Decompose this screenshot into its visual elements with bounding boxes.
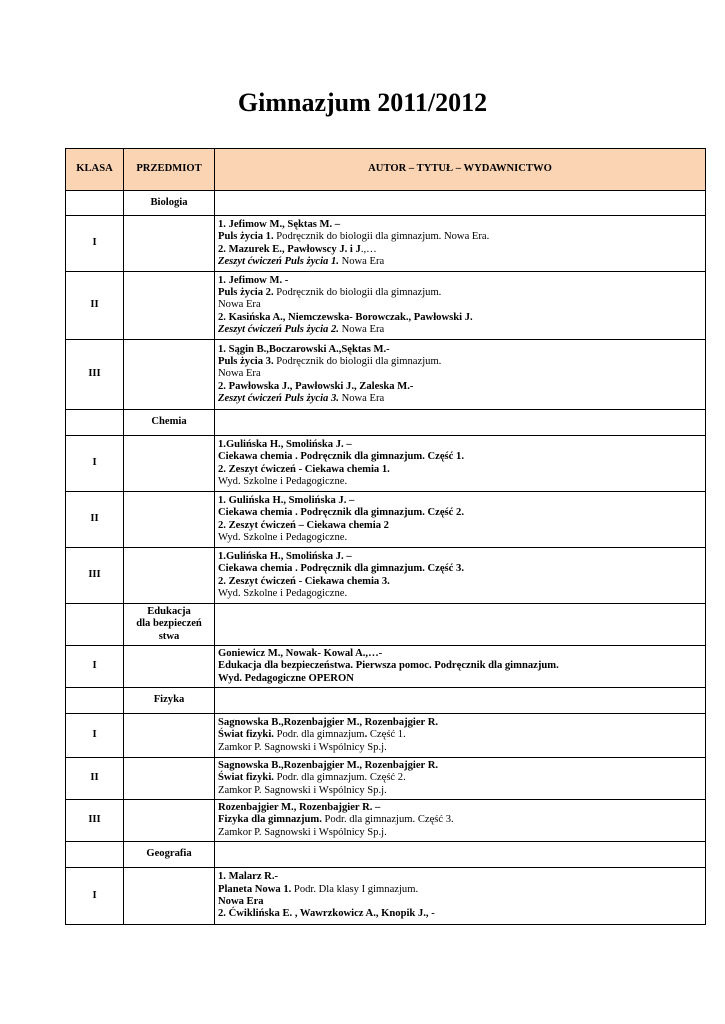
klasa-cell	[66, 758, 124, 800]
table-body	[66, 191, 706, 925]
detail-line	[218, 439, 702, 451]
detail-text: Podr. dla gimnazjum	[273, 729, 365, 741]
table-row	[66, 436, 706, 492]
detail-text: Wyd. Szkolne i Pedagogiczne.	[218, 531, 348, 543]
subject-name-line: dla bezpieczeń	[136, 618, 202, 630]
detail-text: Fizyka dla gimnazjum.	[218, 814, 322, 826]
detail-text: Podr. dla gimnazjum. Część 3.	[321, 814, 454, 826]
details-cell	[215, 868, 706, 925]
textbook-table	[65, 148, 706, 925]
details-cell	[215, 340, 706, 410]
klasa-cell	[66, 800, 124, 842]
klasa-label: I	[92, 457, 97, 469]
detail-line	[218, 648, 702, 660]
detail-text: Ciekawa chemia . Podręcznik dla gimnazjum. Część 3.	[218, 563, 464, 575]
detail-text: Podręcznik do biologii dla gimnazjum.	[273, 356, 442, 368]
detail-text: Sagnowska B.,Rozenbajgier M., Rozenbajgier R.	[218, 717, 439, 729]
detail-line	[218, 827, 702, 839]
detail-text: 1. Malarz R.-	[218, 871, 279, 883]
klasa-cell	[66, 842, 124, 868]
detail-line	[218, 244, 702, 256]
detail-text: Zeszyt ćwiczeń Puls życia 1.	[218, 255, 339, 267]
details-cell	[215, 604, 706, 646]
klasa-label: III	[88, 814, 101, 826]
subject-cell	[124, 758, 215, 800]
subject-cell	[124, 340, 215, 410]
klasa-label: I	[92, 889, 97, 901]
detail-text: Nowa Era	[338, 392, 385, 404]
header-przedmiot: PRZEDMIOT	[124, 149, 215, 191]
detail-line	[218, 896, 702, 908]
detail-text: Nowa Era	[338, 255, 385, 267]
page-title: Gimnazjum 2011/2012	[237, 88, 488, 117]
klasa-cell	[66, 688, 124, 714]
detail-text: .	[364, 729, 368, 741]
subject-cell	[124, 548, 215, 604]
details-cell	[215, 758, 706, 800]
detail-line	[218, 344, 702, 356]
klasa-cell	[66, 492, 124, 548]
detail-line	[218, 551, 702, 563]
detail-line	[218, 802, 702, 814]
detail-line	[218, 275, 702, 287]
klasa-cell	[66, 604, 124, 646]
detail-line	[218, 507, 702, 519]
detail-line	[218, 717, 702, 729]
subject-row	[66, 410, 706, 436]
detail-text: Wyd. Szkolne i Pedagogiczne.	[218, 587, 348, 599]
detail-text: .,…	[360, 243, 377, 255]
table-row	[66, 340, 706, 410]
detail-text: Nowa Era	[338, 323, 385, 335]
detail-text: Ciekawa chemia . Podręcznik dla gimnazjum. Część 2.	[218, 507, 464, 519]
detail-line	[218, 312, 702, 324]
detail-text: 1. Jefimow M. -	[218, 274, 289, 286]
detail-text: Puls życia 2.	[218, 287, 274, 299]
subject-row	[66, 688, 706, 714]
subject-cell	[124, 216, 215, 272]
detail-text: 1.Gulińska H., Smolińska J. –	[218, 550, 352, 562]
detail-line	[218, 673, 702, 685]
details-cell	[215, 436, 706, 492]
detail-line	[218, 464, 702, 476]
detail-line	[218, 476, 702, 488]
details-cell	[215, 272, 706, 340]
subject-cell	[124, 492, 215, 548]
detail-line	[218, 814, 702, 826]
klasa-cell	[66, 272, 124, 340]
klasa-label: I	[92, 729, 97, 741]
detail-line	[218, 393, 702, 405]
table-row	[66, 646, 706, 688]
detail-line	[218, 381, 702, 393]
table-header-row	[66, 149, 706, 191]
detail-text: Podręcznik do biologii dla gimnazjum.	[273, 287, 442, 299]
klasa-label: III	[88, 569, 101, 581]
detail-text: Wyd. Pedagogiczne OPERON	[218, 672, 354, 684]
detail-line	[218, 287, 702, 299]
klasa-cell	[66, 216, 124, 272]
subject-cell	[124, 410, 215, 436]
details-cell	[215, 688, 706, 714]
detail-text: 2. Ćwiklińska E. , Wawrzkowicz A., Knopik J., -	[218, 908, 435, 920]
subject-cell	[124, 714, 215, 758]
detail-text: Sagnowska B.,Rozenbajgier M., Rozenbajgier R.	[218, 760, 439, 772]
table-row	[66, 714, 706, 758]
detail-text: Rozenbajgier M., Rozenbajgier R. –	[218, 802, 381, 814]
detail-line	[218, 356, 702, 368]
details-cell	[215, 216, 706, 272]
detail-text: 1. Jefimow M., Sęktas M. –	[218, 218, 341, 230]
subject-cell	[124, 868, 215, 925]
subject-name-line: stwa	[158, 630, 180, 642]
detail-text: Planeta Nowa 1.	[218, 883, 292, 895]
subject-cell	[124, 688, 215, 714]
detail-text: 2. Kasińska A., Niemczewska- Borowczak., Pawłowski J.	[218, 311, 473, 323]
detail-line	[218, 495, 702, 507]
klasa-label: II	[90, 772, 99, 784]
detail-line	[218, 563, 702, 575]
detail-text: Podr. dla gimnazjum. Część 2.	[273, 772, 406, 784]
subject-cell	[124, 842, 215, 868]
detail-text: 2. Pawłowska J., Pawłowski J., Zaleska M.-	[218, 380, 414, 392]
detail-line	[218, 324, 702, 336]
detail-text: 2. Zeszyt ćwiczeń - Ciekawa chemia 1.	[218, 463, 390, 475]
table-row	[66, 272, 706, 340]
detail-text: Zamkor P. Sagnowski i Wspólnicy Sp.j.	[218, 741, 387, 753]
header-autor-tytul-wydawnictwo: AUTOR – TYTUŁ – WYDAWNICTWO	[215, 149, 706, 191]
detail-line	[218, 660, 702, 672]
subject-cell	[124, 272, 215, 340]
subject-name: Geografia	[146, 848, 192, 860]
subject-cell	[124, 646, 215, 688]
detail-text: Podr. Dla klasy I gimnazjum.	[291, 883, 419, 895]
detail-line	[218, 576, 702, 588]
detail-line	[218, 772, 702, 784]
subject-row	[66, 604, 706, 646]
detail-line	[218, 785, 702, 797]
details-cell	[215, 548, 706, 604]
detail-text: Zamkor P. Sagnowski i Wspólnicy Sp.j.	[218, 826, 387, 838]
detail-line	[218, 729, 702, 741]
detail-line	[218, 532, 702, 544]
klasa-cell	[66, 714, 124, 758]
detail-line	[218, 760, 702, 772]
subject-row	[66, 191, 706, 216]
detail-line	[218, 256, 702, 268]
detail-line	[218, 871, 702, 883]
detail-text: Ciekawa chemia . Podręcznik dla gimnazjum. Część 1.	[218, 451, 464, 463]
klasa-cell	[66, 548, 124, 604]
subject-cell	[124, 191, 215, 216]
details-cell	[215, 410, 706, 436]
detail-text: Świat fizyki.	[218, 772, 274, 784]
detail-line	[218, 520, 702, 532]
detail-line	[218, 219, 702, 231]
klasa-label: I	[92, 237, 97, 249]
detail-line	[218, 742, 702, 754]
klasa-label: I	[92, 660, 97, 672]
header-klasa: KLASA	[66, 149, 124, 191]
klasa-label: III	[88, 368, 101, 380]
detail-line	[218, 908, 702, 920]
subject-name: Chemia	[151, 416, 187, 428]
details-cell	[215, 191, 706, 216]
table-row	[66, 548, 706, 604]
detail-text: Goniewicz M., Nowak- Kowal A.,…-	[218, 648, 383, 660]
details-cell	[215, 800, 706, 842]
klasa-cell	[66, 410, 124, 436]
detail-line	[218, 588, 702, 600]
subject-cell	[124, 604, 215, 646]
detail-text: Część 1.	[367, 729, 406, 741]
klasa-cell	[66, 868, 124, 925]
detail-text: 2. Zeszyt ćwiczeń – Ciekawa chemia 2	[218, 519, 389, 531]
table-row	[66, 868, 706, 925]
table-row	[66, 492, 706, 548]
detail-text: Puls życia 1.	[218, 231, 274, 243]
table-row	[66, 800, 706, 842]
detail-text: Nowa Era	[218, 368, 261, 380]
detail-text: Nowa Era	[218, 896, 264, 907]
detail-text: Wyd. Szkolne i Pedagogiczne.	[218, 475, 348, 487]
subject-cell	[124, 800, 215, 842]
detail-text: Zeszyt ćwiczeń Puls życia 3.	[218, 392, 339, 404]
details-cell	[215, 492, 706, 548]
table-row	[66, 758, 706, 800]
detail-text: Świat fizyki.	[218, 729, 274, 741]
klasa-label: II	[90, 299, 99, 311]
klasa-cell	[66, 436, 124, 492]
subject-name: Biologia	[150, 196, 188, 208]
detail-text: 1.Gulińska H., Smolińska J. –	[218, 438, 352, 450]
klasa-cell	[66, 646, 124, 688]
detail-text: Zeszyt ćwiczeń Puls życia 2.	[218, 323, 339, 335]
detail-line	[218, 368, 702, 380]
detail-text: Zamkor P. Sagnowski i Wspólnicy Sp.j.	[218, 784, 387, 796]
subject-row	[66, 842, 706, 868]
subject-name-line: Edukacja	[147, 606, 191, 618]
details-cell	[215, 714, 706, 758]
detail-text: Nowa Era	[218, 299, 261, 311]
klasa-cell	[66, 191, 124, 216]
table-row	[66, 216, 706, 272]
klasa-label: II	[90, 513, 99, 525]
subject-cell	[124, 436, 215, 492]
detail-text: 2. Mazurek E., Pawłowscy J. i J	[218, 243, 361, 255]
detail-text: Puls życia 3.	[218, 356, 274, 368]
detail-line	[218, 299, 702, 311]
klasa-cell	[66, 340, 124, 410]
subject-name: Fizyka	[153, 694, 185, 706]
details-cell	[215, 646, 706, 688]
detail-line	[218, 451, 702, 463]
detail-text: 2. Zeszyt ćwiczeń - Ciekawa chemia 3.	[218, 575, 390, 587]
detail-line	[218, 231, 702, 243]
detail-text: 1. Gulińska H., Smolińska J. –	[218, 494, 355, 506]
detail-text: Podręcznik do biologii dla gimnazjum. Nowa Era.	[273, 231, 490, 243]
detail-text: Edukacja dla bezpieczeństwa. Pierwsza pomoc. Podręcznik dla gimnazjum.	[218, 660, 559, 672]
detail-text: 1. Sągin B.,Boczarowski A.,Sęktas M.-	[218, 343, 390, 355]
detail-line	[218, 884, 702, 896]
details-cell	[215, 842, 706, 868]
